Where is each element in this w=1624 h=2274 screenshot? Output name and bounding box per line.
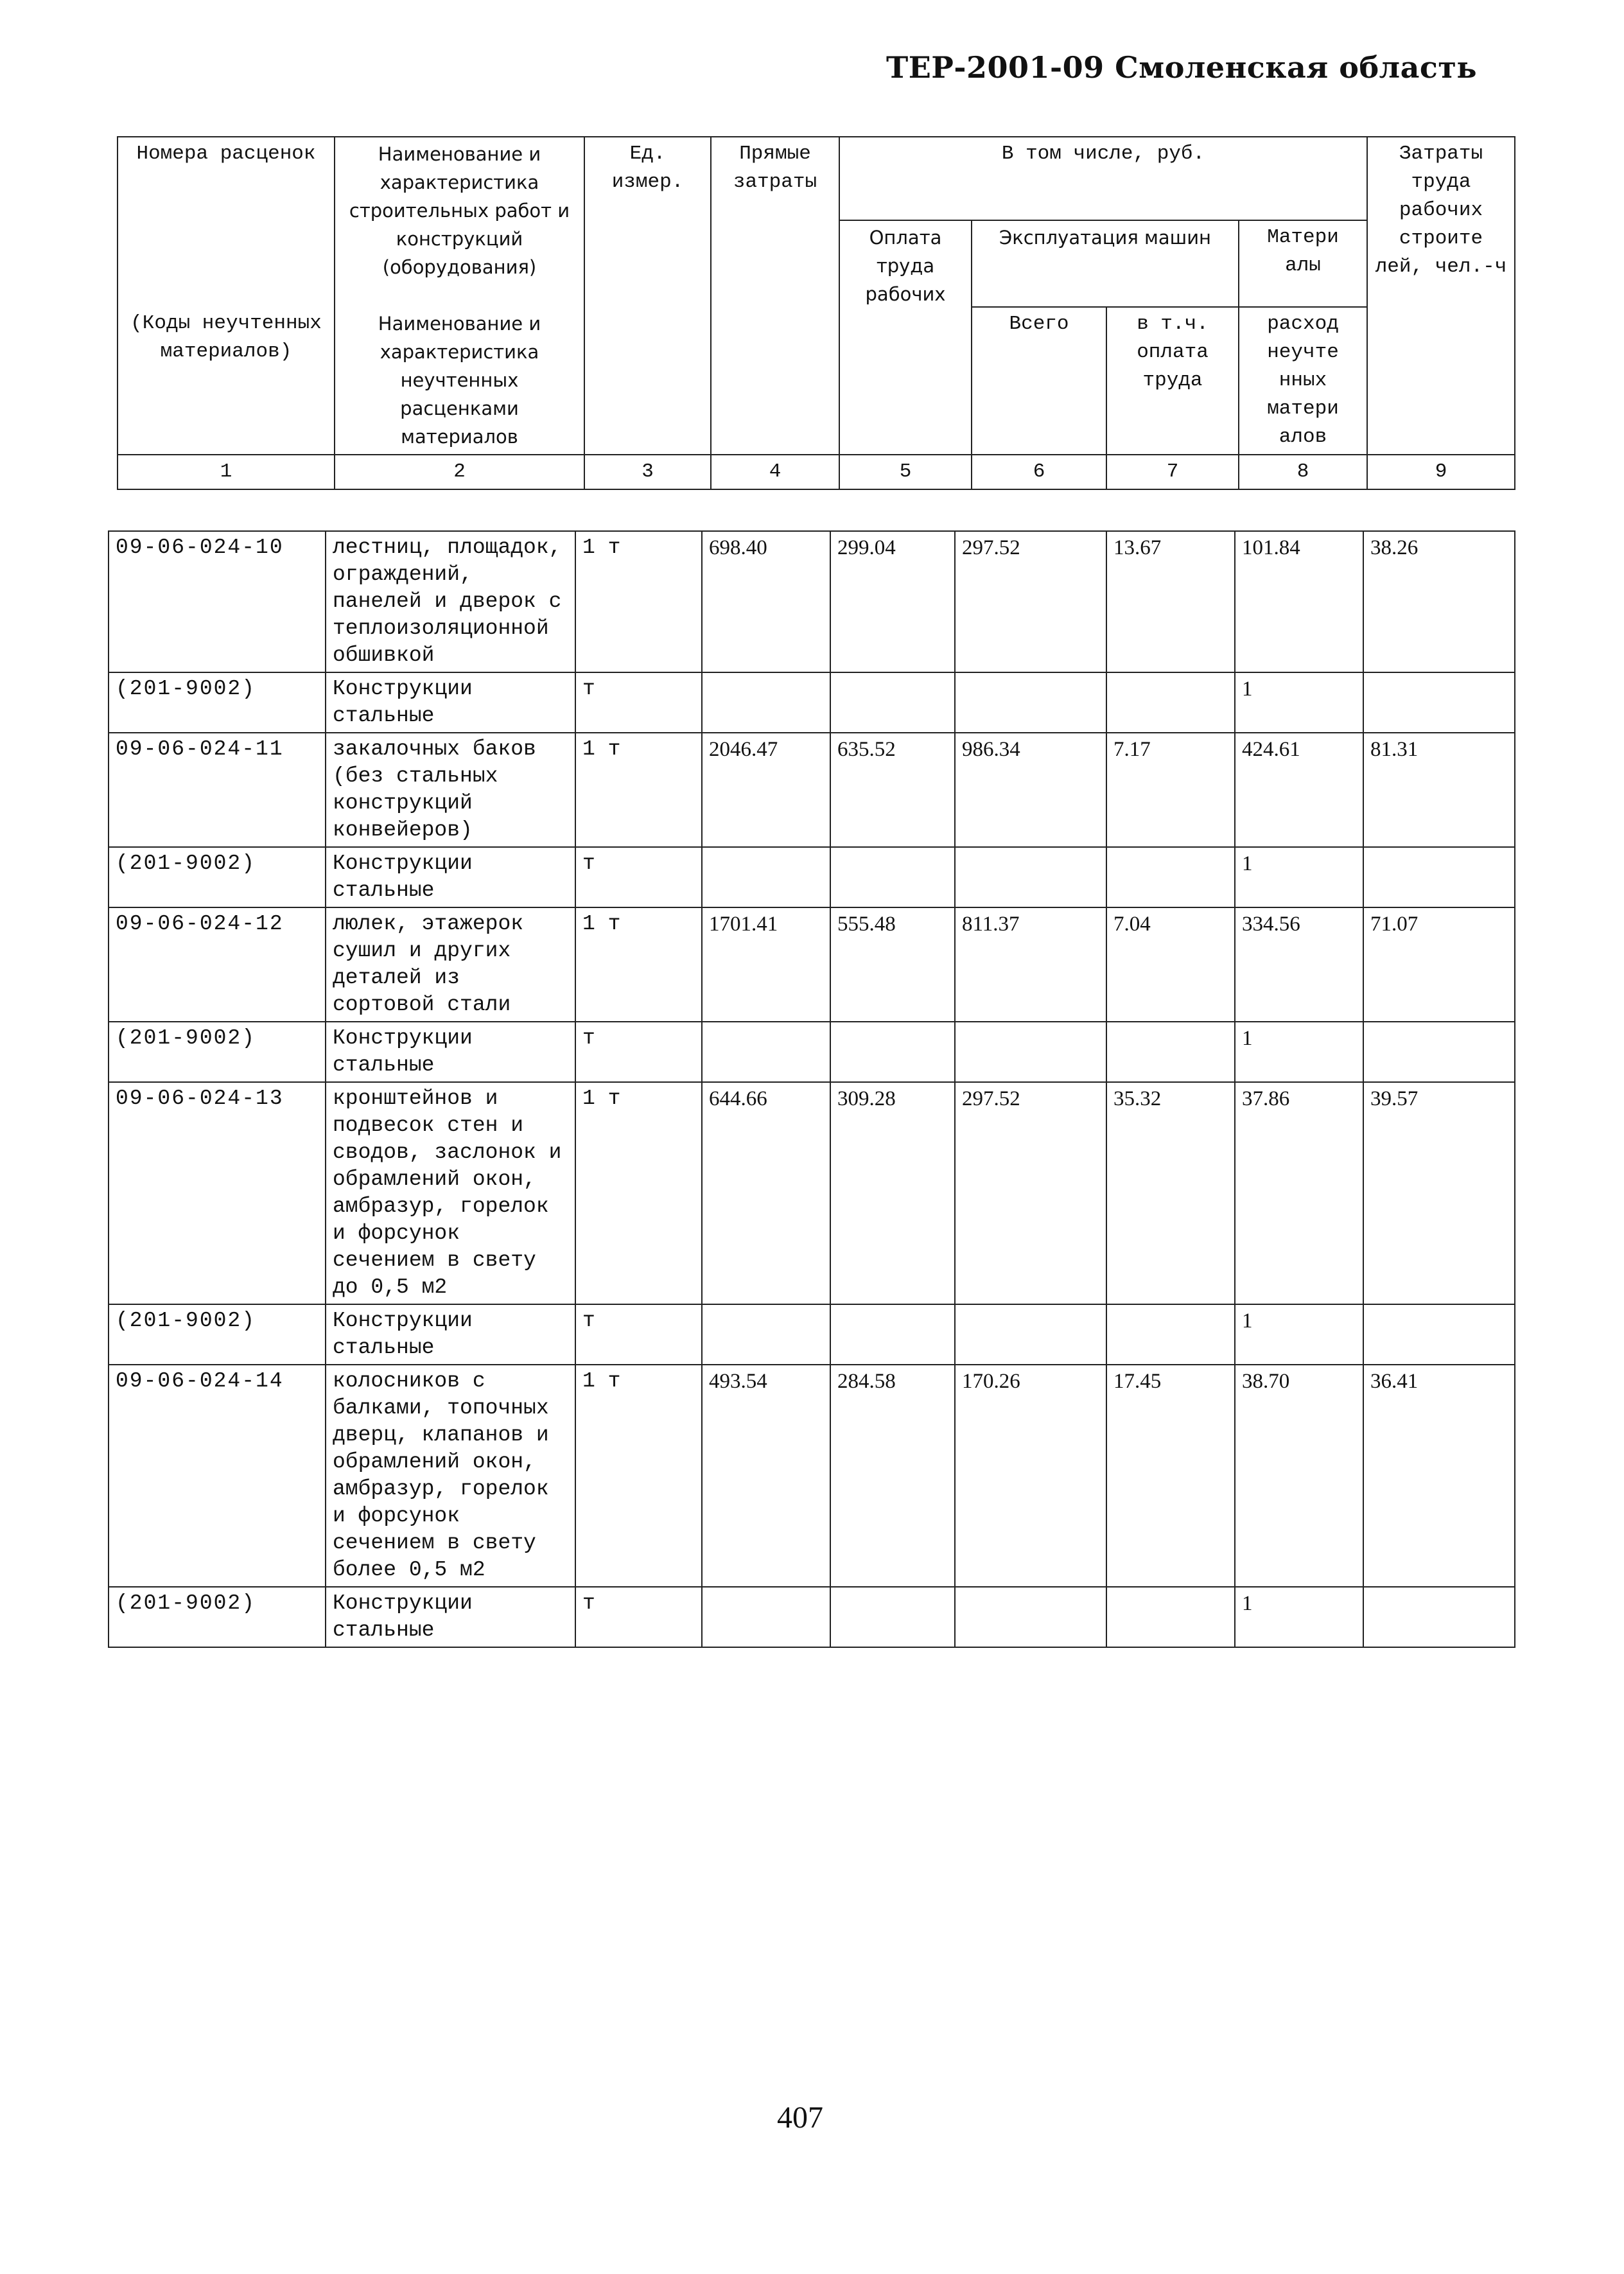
unit: 1 т [575,733,702,847]
col2-top-label: Наименование и характеристика строительных работ и конструкций (оборудования) [335,137,584,307]
col-number: 2 [335,455,584,489]
labor-cost [830,847,955,907]
work-name: Конструкции стальные [326,672,575,733]
col5-label: Оплата труда рабочих [839,220,972,455]
rate-code: (201-9002) [109,1587,326,1647]
labor-cost: 555.48 [830,907,955,1022]
col6-label: Всего [972,307,1106,455]
materials-cost: 1 [1235,1022,1363,1082]
work-name: лестниц, площадок, ограждений, панелей и дверок с теплоизоляционной обшивкой [326,531,575,672]
machine-labor-cost [1106,672,1235,733]
machine-cost: 297.52 [955,531,1106,672]
col6-group-label: Эксплуатация машин [972,220,1239,307]
col-number: 6 [972,455,1106,489]
direct-cost [702,1022,830,1082]
col1-top-label: Номера расценок [118,137,335,307]
work-name: колосников с балками, топочных дверц, клапанов и обрамлений окон, амбразур, горелок и форсунок сечением в свету более 0,5 м2 [326,1365,575,1587]
labor-hours [1363,1304,1515,1365]
materials-cost: 1 [1235,847,1363,907]
table-row [109,672,1515,733]
work-name: кронштейнов и подвесок стен и сводов, заслонок и обрамлений окон, амбразур, горелок и форсунок сечением в свету до 0,5 м2 [326,1082,575,1304]
machine-cost: 986.34 [955,733,1106,847]
unit: 1 т [575,1082,702,1304]
materials-cost: 38.70 [1235,1365,1363,1587]
table-row [109,1365,1515,1587]
labor-hours [1363,1022,1515,1082]
unit: т [575,672,702,733]
table-row [109,1022,1515,1082]
machine-labor-cost: 7.04 [1106,907,1235,1022]
machine-cost [955,1022,1106,1082]
rate-code: (201-9002) [109,672,326,733]
col-number: 5 [839,455,972,489]
col9-label: Затраты труда рабочих строите лей, чел.-ч [1367,137,1515,455]
machine-labor-cost [1106,1587,1235,1647]
machine-labor-cost [1106,1022,1235,1082]
labor-cost [830,1304,955,1365]
direct-cost [702,672,830,733]
group-label: В том числе, руб. [839,137,1367,220]
page-title: ТЕР-2001-09 Смоленская область [886,50,1478,85]
table-row [109,1082,1515,1304]
labor-cost: 299.04 [830,531,955,672]
machine-labor-cost [1106,847,1235,907]
col-number: 8 [1239,455,1367,489]
labor-hours: 81.31 [1363,733,1515,847]
labor-cost: 284.58 [830,1365,955,1587]
work-name: Конструкции стальные [326,1587,575,1647]
labor-hours [1363,847,1515,907]
col-number: 3 [584,455,711,489]
work-name: люлек, этажерок сушил и других деталей из сортовой стали [326,907,575,1022]
materials-cost: 101.84 [1235,531,1363,672]
work-name: Конструкции стальные [326,847,575,907]
rate-code: 09-06-024-13 [109,1082,326,1304]
table-row [109,1304,1515,1365]
table-row [109,531,1515,672]
materials-cost: 1 [1235,1587,1363,1647]
col8-top-label: Матери алы [1239,220,1367,307]
direct-cost [702,1304,830,1365]
col7-label: в т.ч. оплата труда [1106,307,1239,455]
col3-label: Ед. измер. [584,137,711,455]
col2-bottom-label: Наименование и характеристика неучтенных расценками материалов [335,307,584,455]
unit: т [575,1022,702,1082]
rate-code: 09-06-024-11 [109,733,326,847]
direct-cost [702,1587,830,1647]
column-header-table [117,136,1515,490]
rate-code: (201-9002) [109,1022,326,1082]
rate-code: (201-9002) [109,1304,326,1365]
labor-cost [830,1022,955,1082]
table-row [109,907,1515,1022]
machine-labor-cost: 35.32 [1106,1082,1235,1304]
direct-cost: 2046.47 [702,733,830,847]
machine-cost: 170.26 [955,1365,1106,1587]
page-number: 407 [777,2101,823,2135]
table-row [109,847,1515,907]
col-number: 4 [711,455,839,489]
rate-code: 09-06-024-12 [109,907,326,1022]
rate-code: (201-9002) [109,847,326,907]
machine-cost [955,1587,1106,1647]
labor-cost [830,672,955,733]
labor-cost [830,1587,955,1647]
materials-cost: 334.56 [1235,907,1363,1022]
machine-cost [955,672,1106,733]
rate-code: 09-06-024-14 [109,1365,326,1587]
work-name: Конструкции стальные [326,1022,575,1082]
machine-labor-cost [1106,1304,1235,1365]
materials-cost: 1 [1235,672,1363,733]
machine-cost: 297.52 [955,1082,1106,1304]
labor-cost: 635.52 [830,733,955,847]
work-name: закалочных баков (без стальных конструкций конвейеров) [326,733,575,847]
machine-cost [955,847,1106,907]
labor-hours [1363,1587,1515,1647]
col-number: 9 [1367,455,1515,489]
unit: т [575,1304,702,1365]
table-row [109,1587,1515,1647]
rates-table [108,530,1515,1648]
table-row [109,733,1515,847]
machine-labor-cost: 13.67 [1106,531,1235,672]
direct-cost: 1701.41 [702,907,830,1022]
labor-hours: 39.57 [1363,1082,1515,1304]
machine-labor-cost: 7.17 [1106,733,1235,847]
work-name: Конструкции стальные [326,1304,575,1365]
materials-cost: 37.86 [1235,1082,1363,1304]
rate-code: 09-06-024-10 [109,531,326,672]
unit: 1 т [575,1365,702,1587]
labor-cost: 309.28 [830,1082,955,1304]
col1-bottom-label: (Коды неучтенных материалов) [118,307,335,455]
col8-bottom-label: расход неучте нных матери алов [1239,307,1367,455]
unit: 1 т [575,907,702,1022]
machine-labor-cost: 17.45 [1106,1365,1235,1587]
direct-cost [702,847,830,907]
materials-cost: 424.61 [1235,733,1363,847]
labor-hours: 71.07 [1363,907,1515,1022]
materials-cost: 1 [1235,1304,1363,1365]
col-number: 1 [118,455,335,489]
labor-hours [1363,672,1515,733]
machine-cost [955,1304,1106,1365]
labor-hours: 38.26 [1363,531,1515,672]
unit: 1 т [575,531,702,672]
col4-label: Прямые затраты [711,137,839,455]
col-number: 7 [1106,455,1239,489]
labor-hours: 36.41 [1363,1365,1515,1587]
direct-cost: 493.54 [702,1365,830,1587]
direct-cost: 644.66 [702,1082,830,1304]
direct-cost: 698.40 [702,531,830,672]
unit: т [575,1587,702,1647]
machine-cost: 811.37 [955,907,1106,1022]
unit: т [575,847,702,907]
